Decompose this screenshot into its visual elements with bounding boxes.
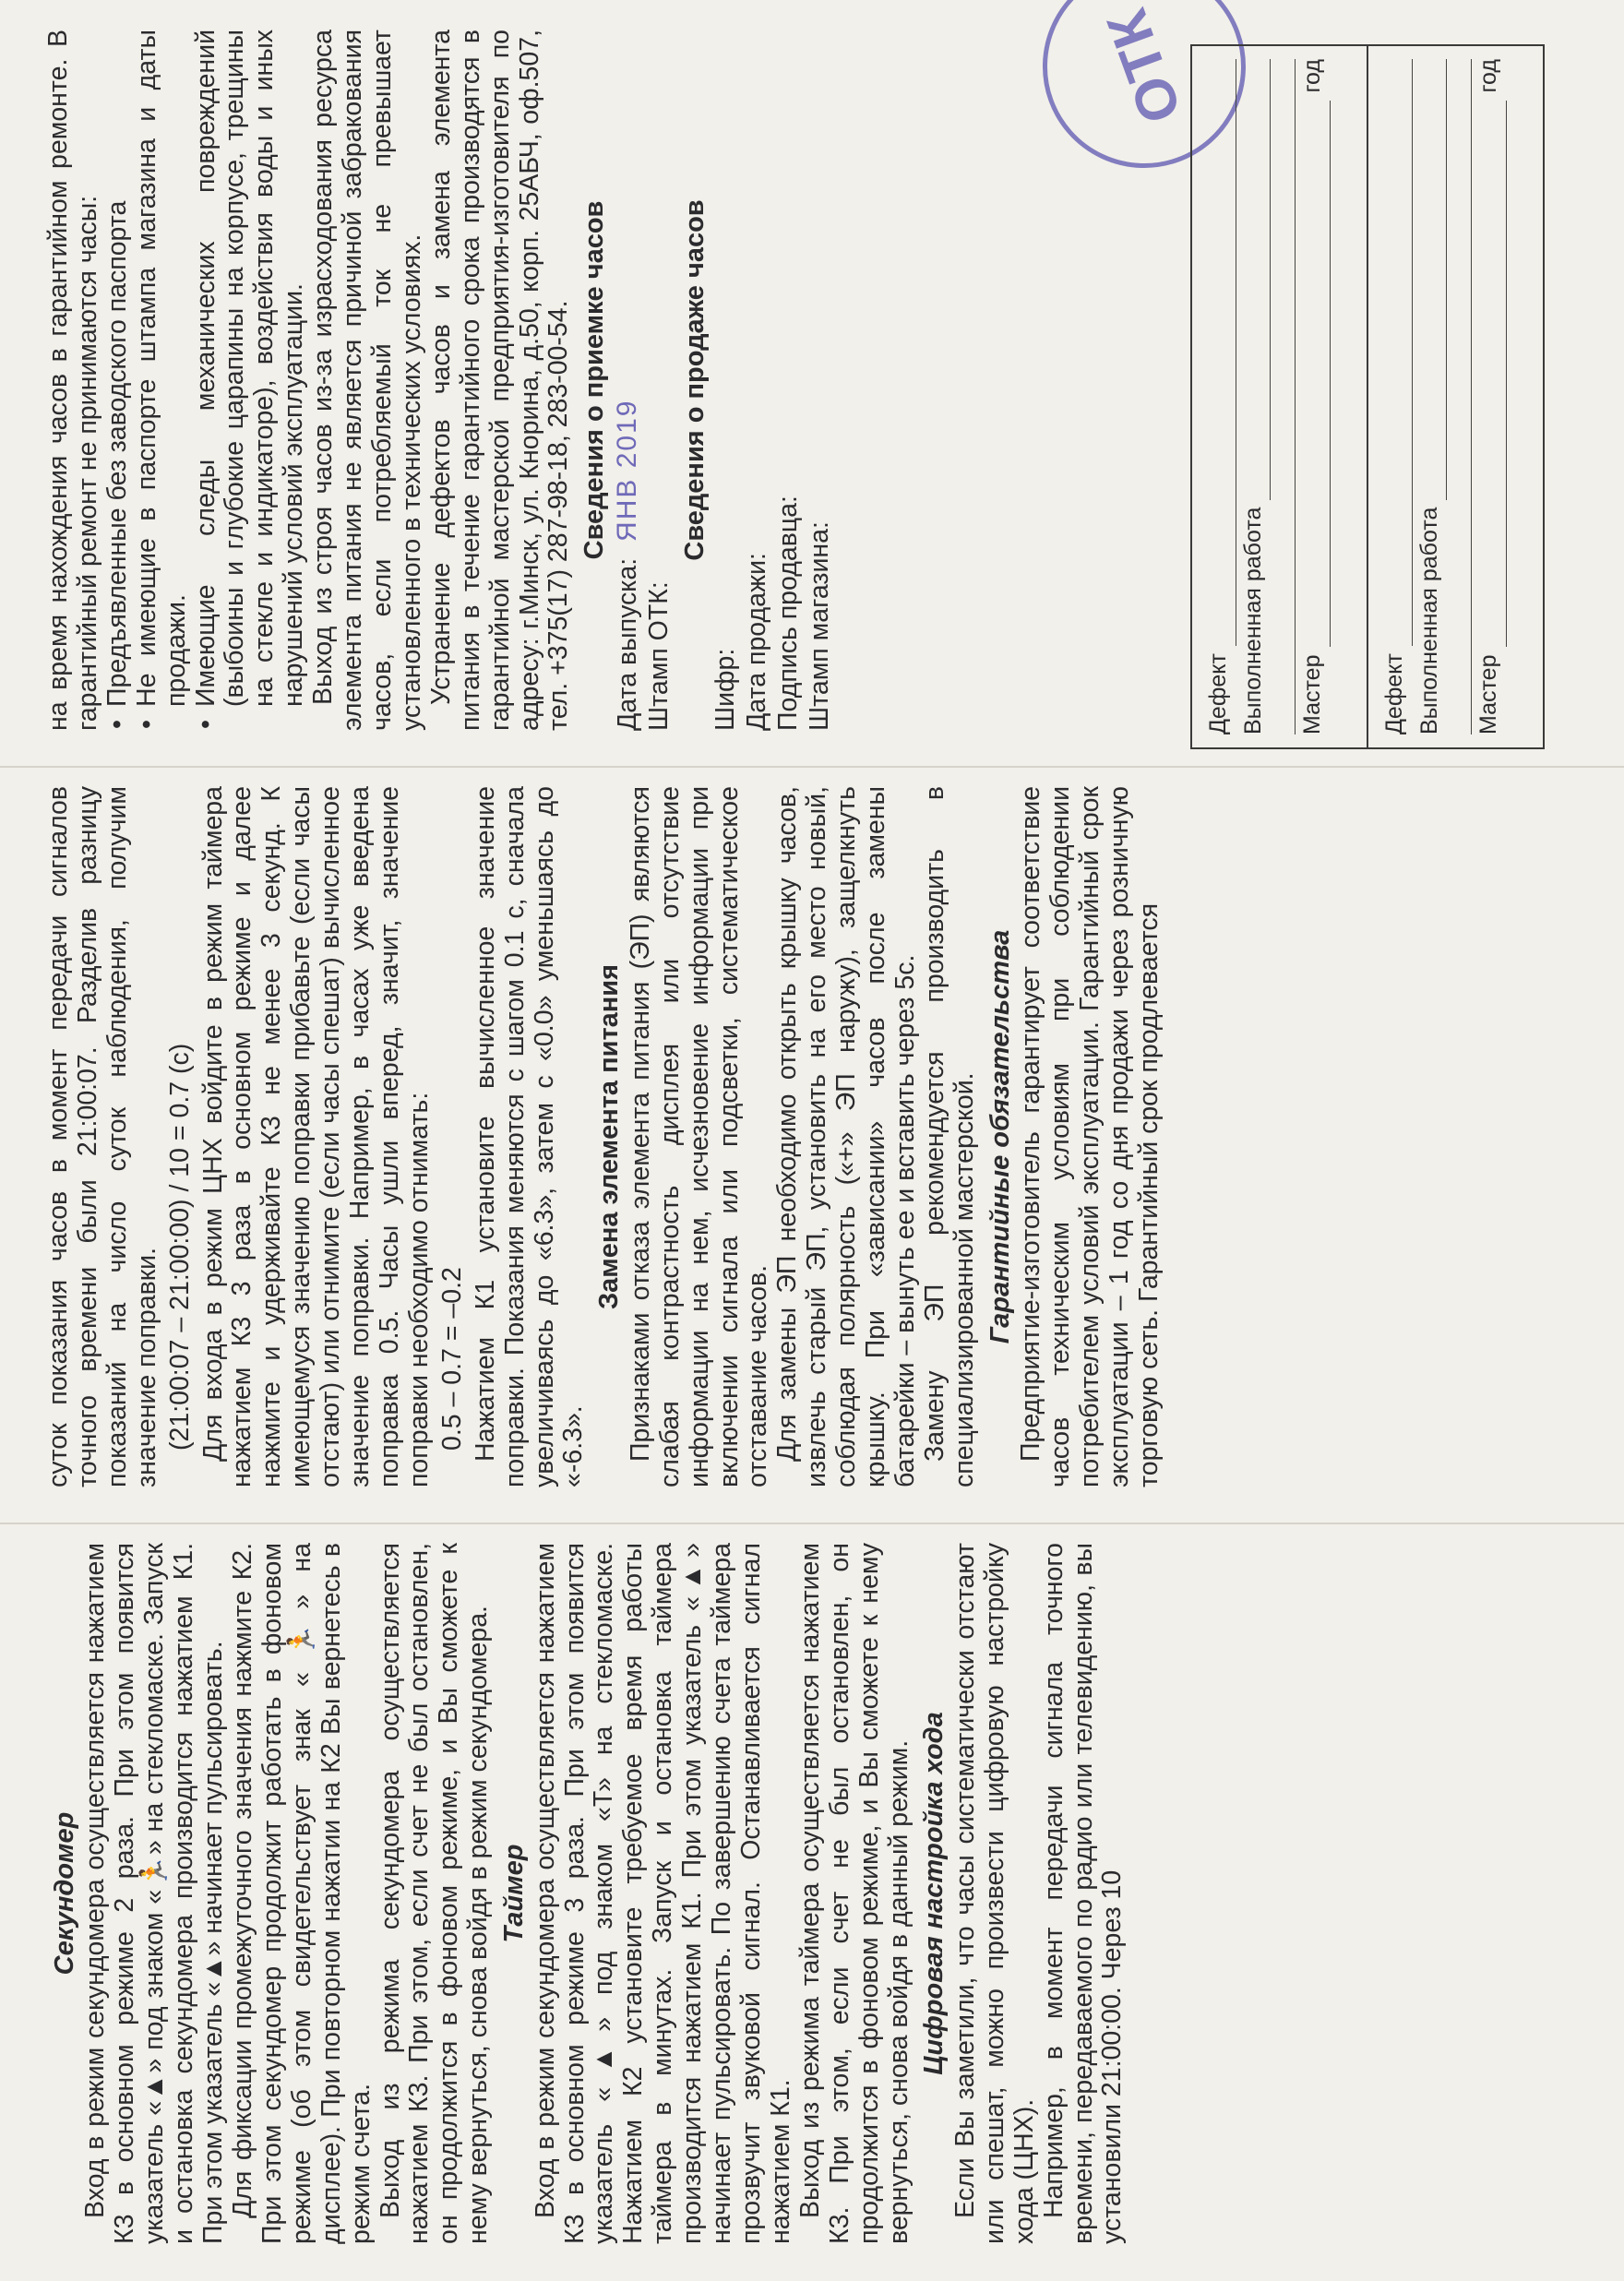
work-row <box>1413 59 1448 734</box>
master-row <box>1296 59 1331 734</box>
stopwatch-paragraph: Выход из режима секундомера осуществляется нажатием К3. При этом, если счет не был остановлен, он продолжится в фоновом режиме, и Вы сможете к нему вернуться, снова войдя в режим секундомера. <box>375 1543 494 2244</box>
battery-paragraph: Признаками отказа элемента питания (ЭП) являются слабая контрастность дисплея или отсутствие информации на нем, исчезновение информации при включении сигнала или подсветки, систематическое отставание часов. <box>625 786 773 1487</box>
release-date-stamp: ЯНВ 2019 <box>611 399 642 542</box>
defect-label: Дефект <box>1205 653 1231 734</box>
master-row <box>1472 59 1507 734</box>
column-middle <box>44 786 1164 1487</box>
repair-record-section <box>1192 46 1367 747</box>
battery-paragraph: Для замены ЭП необходимо открыть крышку часов, извлечь старый ЭП, установить на его место новый, соблюдая полярность («+» ЭП наружу), защелкнуть крышку. При «зависании» часов после замены батарейки – вынуть ее и вставить через 5с. <box>772 786 920 1487</box>
otk-stamp-label: Штамп ОТК: <box>643 581 674 731</box>
repair-record-section <box>1367 46 1543 747</box>
stopwatch-paragraph: Вход в режим секундомера осуществляется нажатием К3 в основном режиме 2 раза. При этом появится указатель «▲» под знаком «🏃» на стекломаске. Запуск и остановка секундомера производится нажатием К1. При этом указатель «▲» начинает пульсировать. <box>80 1543 229 2244</box>
warranty-continuation: на время нахождения часов в гарантийном ремонте. В гарантийный ремонт не принимаются часы: <box>43 30 102 731</box>
digital-tuning-paragraph: Например, в момент передачи сигнала точного времени, передаваемого по радио или телевидению, вы установили 21:00:00. Через 10 <box>1038 1543 1128 2244</box>
sale-date-label: Дата продажи: <box>741 553 771 731</box>
digital-tuning-paragraph: Если Вы заметили, что часы систематически отстают или спешат, можно произвести цифровую настройку хода (ЦНХ). <box>949 1543 1039 2244</box>
exclusion-list <box>103 30 309 731</box>
sale-heading: Сведения о продаже часов <box>679 199 710 561</box>
warranty-paragraph: Предприятие-изготовитель гарантирует соответствие часов техническим условиям при соблюдении потребителем условий эксплуатации. Гарантийный срок эксплуатации – 1 год со дня продажи через розничную торговую сеть. Гарантийный срок продлевается <box>1016 786 1164 1487</box>
list-item: • Имеющие следы механических повреждений (выбоины и глубокие царапины на корпусе, трещины на стекле и индикаторе), воздействия воды и иных нарушений условий эксплуатации. <box>192 30 310 707</box>
work-field-extra[interactable] <box>1271 59 1296 734</box>
otk-stamp-text: ОТК <box>1094 1 1194 132</box>
defect-label: Дефект <box>1381 653 1407 734</box>
release-date-row <box>612 30 643 731</box>
defect-field[interactable] <box>1388 59 1413 646</box>
defect-row <box>1201 59 1236 734</box>
tuning-paragraph: Для входа в режим ЦНХ войдите в режим таймера нажатием К3 3 раза в основном режиме и далее нажмите и удерживайте К3 не менее 3 секунд. К имеющемуся значению поправки прибавьте (если часы отстают) или отнимите (если часы спешат) вычисленное значение поправки. Например, в часах уже введена поправка 0.5. Часы ушли вперед, значит, значение поправки необходимо отнимать: <box>197 786 434 1487</box>
acceptance-heading: Сведения о приемке часов <box>579 200 610 560</box>
warranty-heading: Гарантийные обязательства <box>985 929 1015 1344</box>
defect-row <box>1378 59 1413 734</box>
repair-record-form <box>1190 44 1545 749</box>
seller-signature-label: Подпись продавца: <box>772 496 803 731</box>
fold-line <box>0 766 1624 768</box>
timer-heading: Таймер <box>499 1844 530 1943</box>
tuning-paragraph: Нажатием К1 установите вычисленное значение поправки. Показания меняются с шагом 0.1 с, сначала увеличиваясь до «6.3», затем с «0.0» уменьшаясь до «-6.3». <box>470 786 589 1487</box>
tuning-formula: 0.5 – 0.7 = –0.2 <box>436 1267 467 1451</box>
stopwatch-paragraph: Для фиксации промежуточного значения нажмите К2. При этом секундомер продолжит работать в фоновом режиме (об этом свидетельствует знак «🏃» на дисплее). При повторном нажатии на К2 Вы вернетесь в режим счета. <box>228 1543 376 2244</box>
work-label: Выполненная работа <box>1239 507 1266 734</box>
timer-paragraph: Выход из режима таймера осуществляется нажатием К3. При этом, если счет не был остановлен, он продолжится в фоновом режиме, и Вы сможете к нему вернуться, снова войдя в данный режим. <box>794 1543 914 2244</box>
master-field[interactable] <box>1482 101 1507 648</box>
defect-field[interactable] <box>1212 59 1236 646</box>
work-field-extra[interactable] <box>1447 59 1472 734</box>
tuning-paragraph: суток показания часов в момент передачи сигналов точного времени были 21:00:07. Разделив разницу показаний на число суток наблюдения, получим значение поправки. <box>43 786 161 1487</box>
work-row-extra <box>1447 59 1472 734</box>
battery-paragraph: Замену ЭП рекомендуется производить в специализированной мастерской. <box>919 786 979 1487</box>
master-label: Мастер <box>1299 654 1325 734</box>
warranty-paragraph: Выход из строя часов из-за израсходования ресурса элемента питания не является причиной забракования часов, если потребляемый ток не превышает установленного в технических условиях. <box>308 30 426 731</box>
timer-paragraph: Вход в режим секундомера осуществляется нажатием К3 в основном режиме 3 раза. При этом появится указатель «▲» под знаком «Т» на стекломаске. Нажатием К2 установите требуемое время работы таймера в минутах. Запуск и остановка таймера производится нажатием К1. При этом указатель «▲» начинает пульсировать. По завершению счета таймера прозвучит звуковой сигнал. Останавливается сигнал нажатием К1. <box>530 1543 795 2244</box>
tuning-formula: (21:00:07 – 21:00:00) / 10 = 0.7 (с) <box>164 1043 195 1451</box>
store-stamp-label: Штамп магазина: <box>804 521 834 731</box>
warranty-paragraph: Устранение дефектов часов и замена элемента питания в течение гарантийного срока производятся в гарантийной мастерской предприятия-изготовителя по адресу: г.Минск, ул. Кнорина, д.50, корп. 25АБЧ, оф.507, тел. +375(17) 287-98-18, 283-00-54. <box>425 30 574 731</box>
release-date-label: Дата выпуска: <box>612 557 642 731</box>
work-field[interactable] <box>1246 59 1271 500</box>
column-left <box>44 1543 1128 2244</box>
battery-heading: Замена элемента питания <box>594 963 625 1310</box>
fold-line <box>0 1523 1624 1524</box>
cipher-label: Шифр: <box>710 648 741 731</box>
stopwatch-heading: Секундомер <box>50 1811 79 1976</box>
work-label: Выполненная работа <box>1415 507 1442 734</box>
list-item: • Не имеющие в паспорте штампа магазина и даты продажи. <box>133 30 192 707</box>
master-field[interactable] <box>1306 101 1331 648</box>
column-right <box>44 30 837 731</box>
year-label: год <box>1299 59 1325 93</box>
digital-tuning-heading: Цифровая настройка хода <box>919 1712 949 2075</box>
work-row-extra <box>1271 59 1296 734</box>
work-field[interactable] <box>1422 59 1447 500</box>
work-row <box>1236 59 1272 734</box>
year-label: год <box>1475 59 1501 93</box>
list-item: • Предъявленные без заводского паспорта <box>103 30 133 707</box>
master-label: Мастер <box>1475 654 1501 734</box>
